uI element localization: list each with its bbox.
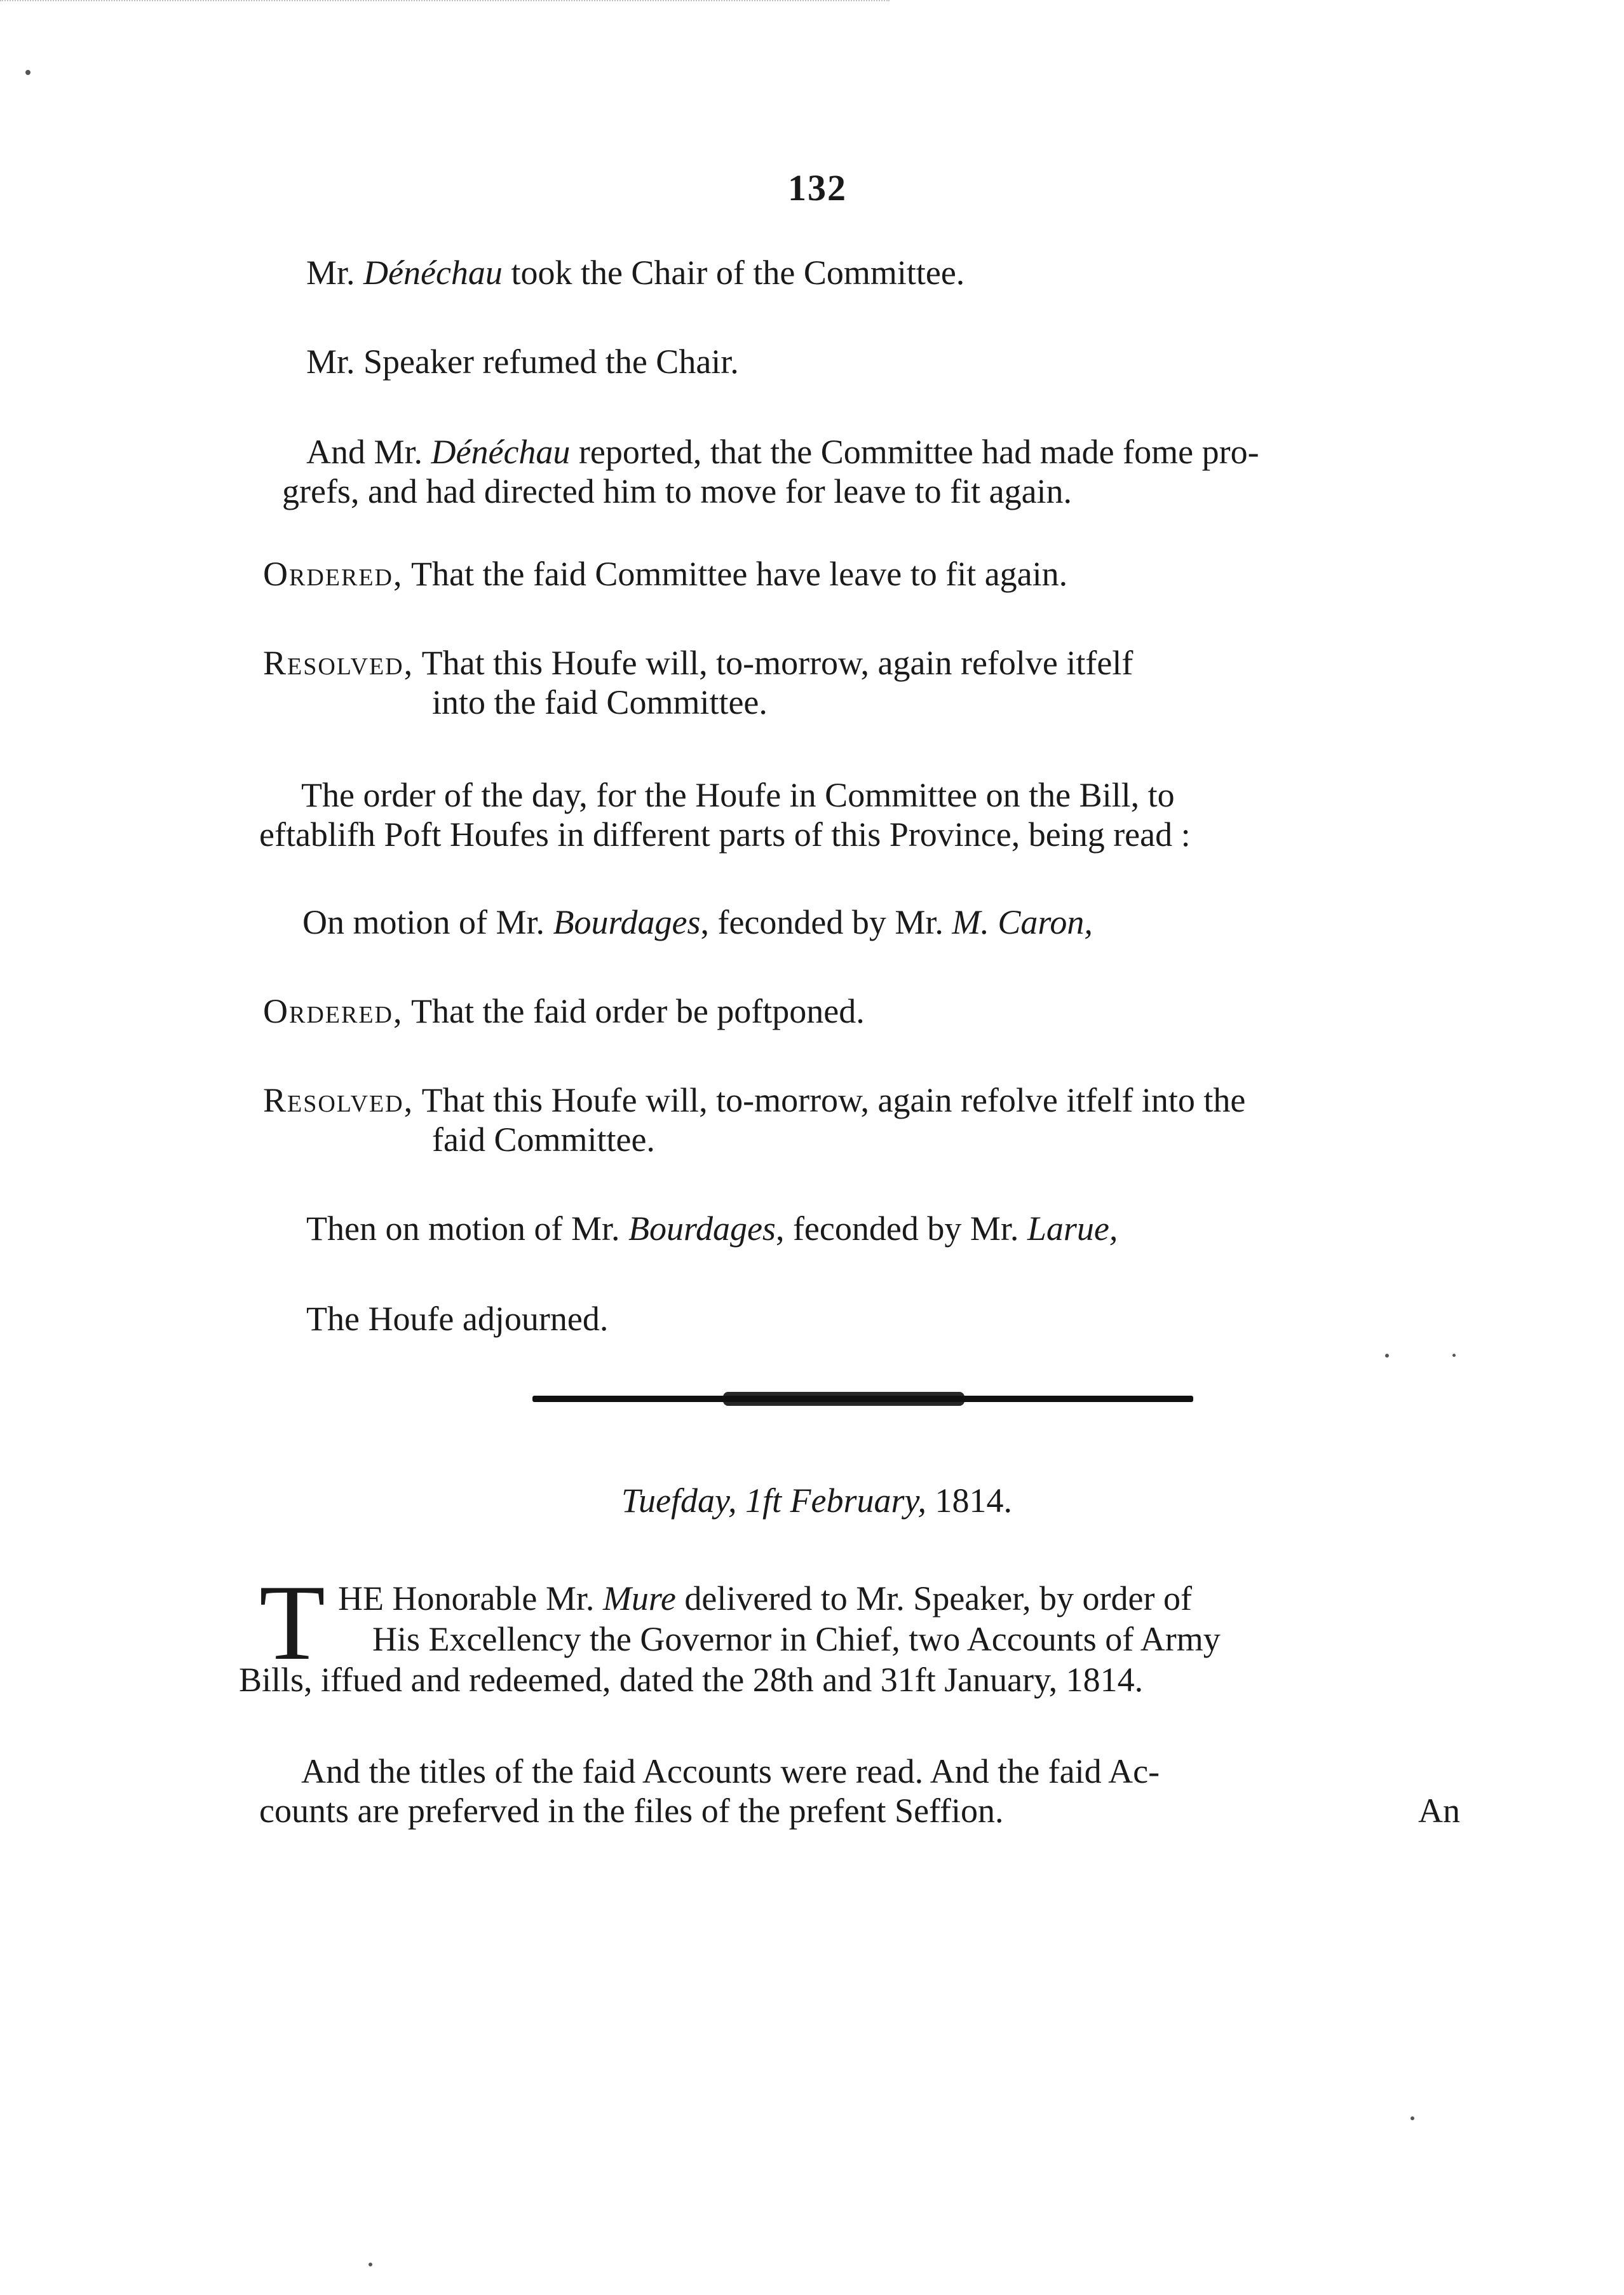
paragraph-ordered-1: [263, 554, 1067, 594]
paper-speck: [1452, 1354, 1456, 1357]
paragraph-committee-report: [282, 432, 1259, 511]
line: [263, 643, 1133, 683]
line: counts are preferved in the files of the prefent Seffion.: [259, 1792, 1004, 1830]
date-month: February,: [790, 1481, 927, 1520]
person-name: M. Caron,: [952, 903, 1093, 941]
text: That this Houfe will, to-morrow, again refolve itfelf into the: [414, 1081, 1246, 1119]
person-name: Larue,: [1027, 1209, 1118, 1248]
text: HE Honorable Mr.: [338, 1579, 603, 1617]
paragraph-motion-2: [306, 1209, 1118, 1248]
line: eftablifh Poft Houfes in different parts of this Province, being read :: [259, 815, 1191, 854]
text: And Mr.: [306, 433, 431, 471]
paper-speck: [1385, 1354, 1389, 1358]
line: faid Committee.: [432, 1120, 655, 1159]
catchword: An: [1418, 1792, 1460, 1830]
person-name: Mure: [602, 1579, 676, 1617]
paragraph-motion-1: [302, 902, 1093, 942]
paragraph-resolved-1: [263, 643, 1133, 722]
resolved-label: Resolved,: [263, 1081, 414, 1119]
entry-line-3: Bills, iffued and redeemed, dated the 28th and 31ft January, 1814.: [239, 1661, 1144, 1699]
paper-speck: [25, 70, 30, 75]
line: [263, 1080, 1245, 1120]
entry-line-1: [338, 1579, 1192, 1618]
top-edge-line: [0, 0, 890, 5]
paragraph-adjourned: The Houfe adjourned.: [306, 1300, 609, 1338]
paper-speck: [1411, 2116, 1414, 2120]
date-year: 1814.: [935, 1481, 1013, 1520]
person-name: Bourdages: [553, 903, 701, 941]
paragraph-order-of-day: [259, 775, 1191, 854]
text: took the Chair of the Committee.: [502, 254, 965, 292]
text: , feconded by Mr.: [700, 903, 952, 941]
line: [306, 432, 1259, 472]
person-name: Dénéchau: [431, 433, 571, 471]
text: On motion of Mr.: [302, 903, 553, 941]
date-day: Tuefday,: [621, 1481, 737, 1520]
text: Mr.: [306, 254, 364, 292]
text: , feconded by Mr.: [775, 1209, 1027, 1248]
paragraph-chair-taken: [306, 253, 964, 292]
text: That the faid order be poftponed.: [403, 992, 865, 1030]
line: grefs, and had directed him to move for leave to fit again.: [282, 472, 1073, 510]
closing-paragraph: [259, 1752, 1160, 1830]
person-name: Dénéchau: [363, 254, 503, 292]
entry-line-2: His Excellency the Governor in Chief, two Accounts of Army: [372, 1620, 1221, 1658]
paragraph-ordered-2: [263, 991, 865, 1031]
resolved-label: Resolved,: [263, 644, 414, 682]
text: reported, that the Committee had made fome pro-: [570, 433, 1259, 471]
text: That this Houfe will, to-morrow, again refolve itfelf: [414, 644, 1133, 682]
date-heading: [621, 1481, 1012, 1520]
paragraph-resolved-2: [263, 1080, 1245, 1159]
text: That the faid Committee have leave to fit again.: [403, 555, 1068, 593]
text: Then on motion of Mr.: [306, 1209, 628, 1248]
line: The order of the day, for the Houfe in Committee on the Bill, to: [301, 776, 1175, 814]
ordered-label: Ordered,: [263, 555, 403, 593]
drop-cap: T: [259, 1563, 325, 1682]
ordered-label: Ordered,: [263, 992, 403, 1030]
paper-speck: [369, 2263, 372, 2266]
text: delivered to Mr. Speaker, by order of: [675, 1579, 1192, 1617]
page-number: 132: [788, 167, 847, 208]
line: into the faid Committee.: [432, 683, 768, 721]
section-divider-rule: [532, 1396, 1193, 1402]
date-number: 1ft: [745, 1481, 782, 1520]
line: And the titles of the faid Accounts were read. And the faid Ac-: [301, 1752, 1160, 1790]
paragraph-speaker-resumed: Mr. Speaker refumed the Chair.: [306, 343, 739, 381]
person-name: Bourdages: [628, 1209, 776, 1248]
